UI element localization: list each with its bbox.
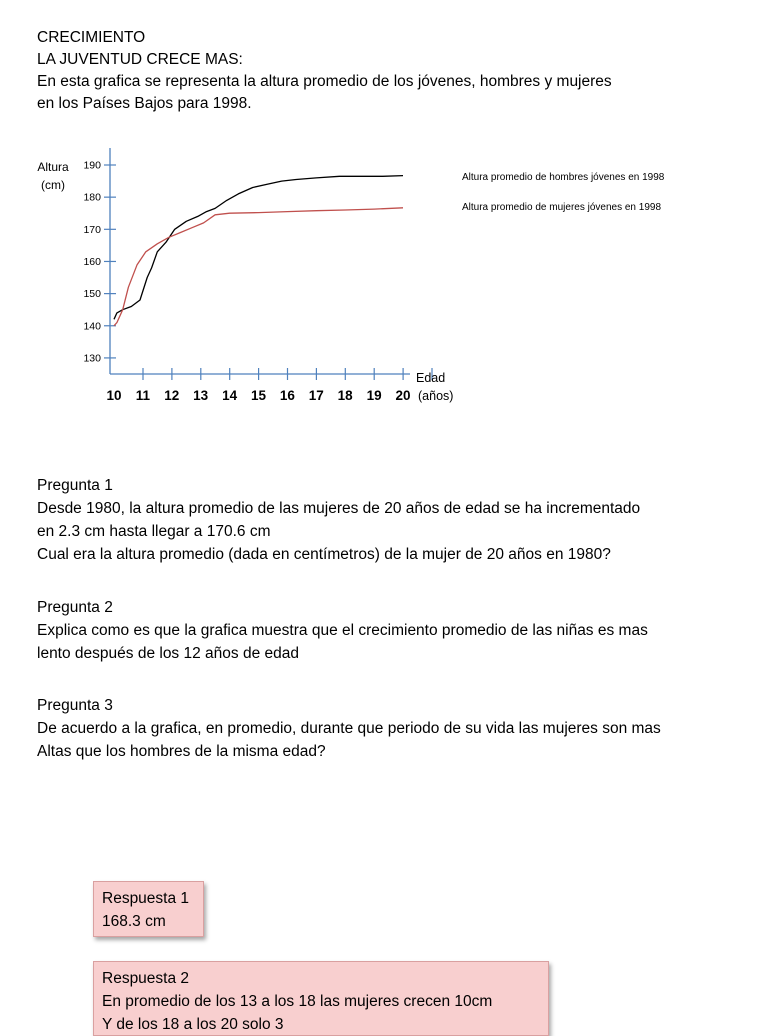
question-1-title: Pregunta 1 — [37, 477, 113, 494]
x-tick-label: 15 — [250, 388, 267, 403]
x-tick-label: 11 — [135, 388, 151, 403]
description-line-1: En esta grafica se representa la altura promedio de los jóvenes, hombres y mujeres — [37, 73, 612, 90]
answer-2-box — [93, 961, 549, 1036]
page-title: CRECIMIENTO — [37, 29, 146, 46]
question-2-line-2: lento después de los 12 años de edad — [37, 645, 299, 662]
question-2-line-1: Explica como es que la grafica muestra que el crecimiento promedio de las niñas es mas — [37, 622, 648, 639]
y-tick-label: 160 — [83, 255, 101, 268]
x-tick-label: 14 — [222, 388, 238, 403]
answer-1-title: Respuesta 1 — [102, 890, 190, 907]
answer-2-line-2: Y de los 18 a los 20 solo 3 — [102, 1016, 284, 1033]
chart-legend — [462, 172, 665, 213]
question-2-title: Pregunta 2 — [37, 599, 113, 616]
y-tick-label: 140 — [83, 320, 101, 333]
question-1-line-2: en 2.3 cm hasta llegar a 170.6 cm — [37, 523, 271, 540]
page-header — [37, 27, 747, 115]
x-tick-label: 17 — [308, 388, 324, 403]
y-tick-label: 180 — [83, 191, 101, 204]
legend-entry-2: Altura promedio de mujeres jóvenes en 1998 — [462, 202, 662, 213]
y-tick-label: 170 — [83, 223, 101, 236]
x-tick-label: 18 — [337, 388, 353, 403]
description-line-2: en los Países Bajos para 1998. — [37, 95, 252, 112]
question-3-line-2: Altas que los hombres de la misma edad? — [37, 743, 326, 760]
x-axis-label-line-1: Edad — [416, 371, 446, 385]
answer-1-line-1: 168.3 cm — [102, 913, 166, 930]
height-chart — [0, 140, 768, 420]
y-axis-label-line-2: (cm) — [41, 178, 65, 192]
y-tick-label: 150 — [83, 288, 101, 301]
x-tick-label: 19 — [366, 388, 382, 403]
y-tick-label: 190 — [83, 159, 101, 172]
question-3-line-1: De acuerdo a la grafica, en promedio, durante que periodo de su vida las mujeres son mas — [37, 720, 661, 737]
question-2 — [37, 596, 757, 665]
x-axis-ticks — [106, 368, 432, 403]
answer-1-box — [93, 881, 204, 937]
answer-2-title: Respuesta 2 — [102, 970, 190, 987]
page-subtitle: LA JUVENTUD CRECE MAS: — [37, 51, 243, 68]
x-tick-label: 10 — [106, 388, 122, 403]
x-tick-label: 20 — [395, 388, 411, 403]
x-tick-label: 13 — [193, 388, 209, 403]
y-axis-label-line-1: Altura — [37, 160, 69, 174]
series-line-2 — [114, 208, 403, 326]
x-tick-label: 16 — [279, 388, 295, 403]
series-line-1 — [114, 176, 403, 320]
question-3-title: Pregunta 3 — [37, 697, 113, 714]
chart-series — [114, 176, 403, 326]
chart-axes — [110, 148, 410, 374]
x-tick-label: 12 — [164, 388, 180, 403]
y-tick-label: 130 — [83, 352, 101, 365]
question-1-line-3: Cual era la altura promedio (dada en centímetros) de la mujer de 20 años en 1980? — [37, 546, 611, 563]
answer-2-line-1: En promedio de los 13 a los 18 las mujeres crecen 10cm — [102, 993, 493, 1010]
question-3 — [37, 694, 757, 763]
question-1-line-1: Desde 1980, la altura promedio de las mujeres de 20 años de edad se ha incrementado — [37, 500, 641, 517]
x-axis-label-line-2: (años) — [418, 389, 454, 403]
question-1 — [37, 474, 757, 566]
y-axis-ticks — [83, 160, 116, 365]
legend-entry-1: Altura promedio de hombres jóvenes en 1998 — [462, 172, 665, 183]
